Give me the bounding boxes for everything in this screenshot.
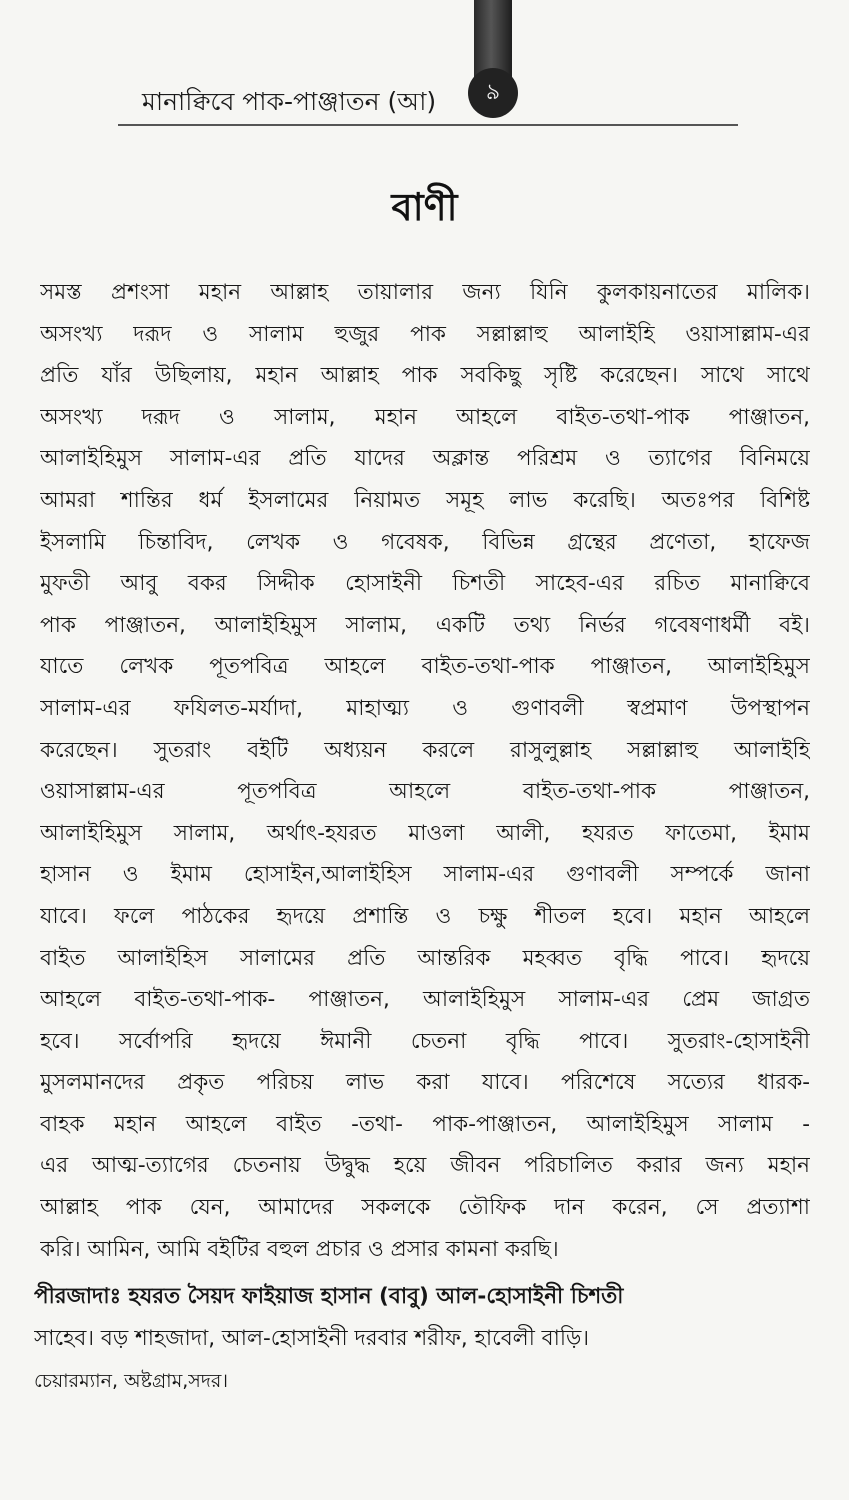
body-line: মুফতী আবু বকর সিদ্দীক হোসাইনী চিশতী সাহেব-এর রচিত মানাক্বিবে	[40, 571, 810, 597]
body-line: মুসলমানদের প্রকৃত পরিচয় লাভ করা যাবে। পরিশেষে সত্যের ধারক-	[40, 1070, 810, 1096]
signature-name-line: পীরজাদাঃ হযরত সৈয়দ ফাইয়াজ হাসান (বাবু) আল-হোসাইনী চিশতী	[34, 1284, 624, 1309]
running-header	[118, 68, 738, 124]
body-line: ইসলামি চিন্তাবিদ, লেখক ও গবেষক, বিভিন্ন গ্রন্থের প্রণেতা, হাফেজ	[40, 529, 810, 555]
signature-title-line: সাহেব। বড় শাহজাদা, আল-হোসাইনী দরবার শরীফ, হাবেলী বাড়ি।	[34, 1326, 590, 1351]
body-line: আল্লাহ পাক যেন, আমাদের সকলকে তৌফিক দান করেন, সে প্রত্যাশা	[40, 1195, 810, 1221]
body-line: বাহক মহান আহলে বাইত -তথা- পাক-পাঞ্জাতন, আলাইহিমুস সালাম -	[40, 1111, 810, 1137]
body-line: হাসান ও ইমাম হোসাইন,আলাইহিস সালাম-এর গুণাবলী সম্পর্কে জানা	[40, 862, 810, 888]
body-line: আমরা শান্তির ধর্ম ইসলামের নিয়ামত সমূহ লাভ করেছি। অতঃপর বিশিষ্ট	[40, 487, 810, 513]
body-line: হবে। সর্বোপরি হৃদয়ে ঈমানী চেতনা বৃদ্ধি পাবে। সুতরাং-হোসাইনী	[40, 1028, 810, 1054]
body-line: সালাম-এর ফযিলত-মর্যাদা, মাহাত্ম্য ও গুণাবলী স্বপ্রমাণ উপস্থাপন	[40, 695, 810, 721]
body-line: যাবে। ফলে পাঠকের হৃদয়ে প্রশান্তি ও চক্ষু শীতল হবে। মহান আহলে	[40, 903, 810, 929]
message-body	[40, 272, 810, 1270]
body-line: আলাইহিমুস সালাম, অর্থাৎ-হযরত মাওলা আলী, হযরত ফাতেমা, ইমাম	[40, 820, 810, 846]
body-line: এর আত্ম-ত্যাগের চেতনায় উদ্বুদ্ধ হয়ে জীবন পরিচালিত করার জন্য মহান	[40, 1153, 810, 1179]
body-line: বাইত আলাইহিস সালামের প্রতি আন্তরিক মহব্বত বৃদ্ধি পাবে। হৃদয়ে	[40, 945, 810, 971]
header-rule	[118, 124, 738, 126]
body-line: ওয়াসাল্লাম-এর পূতপবিত্র আহলে বাইত-তথা-পাক পাঞ্জাতন,	[40, 779, 810, 805]
body-line: সমস্ত প্রশংসা মহান আল্লাহ তায়ালার জন্য যিনি কুলকায়নাতের মালিক।	[40, 280, 810, 305]
body-line: আহলে বাইত-তথা-পাক- পাঞ্জাতন, আলাইহিমুস সালাম-এর প্রেম জাগ্রত	[40, 987, 810, 1013]
body-line: করি। আমিন, আমি বইটির বহুল প্রচার ও প্রসার কামনা করছি।	[40, 1236, 559, 1262]
signature-position-line: চেয়ারম্যান, অষ্টগ্রাম,সদর।	[34, 1370, 229, 1392]
body-line: অসংখ্য দরূদ ও সালাম হুজুর পাক সল্লাল্লাহু আলাইহি ওয়াসাল্লাম-এর	[40, 321, 810, 347]
page-number-badge: ৯	[468, 68, 518, 118]
body-line: করেছেন। সুতরাং বইটি অধ্যয়ন করলে রাসুলুল্লাহ সল্লাল্লাহু আলাইহি	[40, 737, 810, 763]
body-line: আলাইহিমুস সালাম-এর প্রতি যাদের অক্লান্ত পরিশ্রম ও ত্যাগের বিনিময়ে	[40, 446, 810, 472]
running-title: মানাক্বিবে পাক-পাঞ্জাতন (আ)	[142, 87, 437, 116]
body-line: প্রতি যাঁর উছিলায়, মহান আল্লাহ পাক সবকিছু সৃষ্টি করেছেন। সাথে সাথে	[40, 363, 810, 389]
body-line: পাক পাঞ্জাতন, আলাইহিমুস সালাম, একটি তথ্য নির্ভর গবেষণাধর্মী বই।	[40, 612, 810, 638]
body-line: যাতে লেখক পূতপবিত্র আহলে বাইত-তথা-পাক পাঞ্জাতন, আলাইহিমুস	[40, 654, 810, 680]
signature-block	[34, 1276, 814, 1402]
body-line: অসংখ্য দরূদ ও সালাম, মহান আহলে বাইত-তথা-পাক পাঞ্জাতন,	[40, 404, 810, 430]
page-heading: বাণী	[391, 185, 458, 229]
